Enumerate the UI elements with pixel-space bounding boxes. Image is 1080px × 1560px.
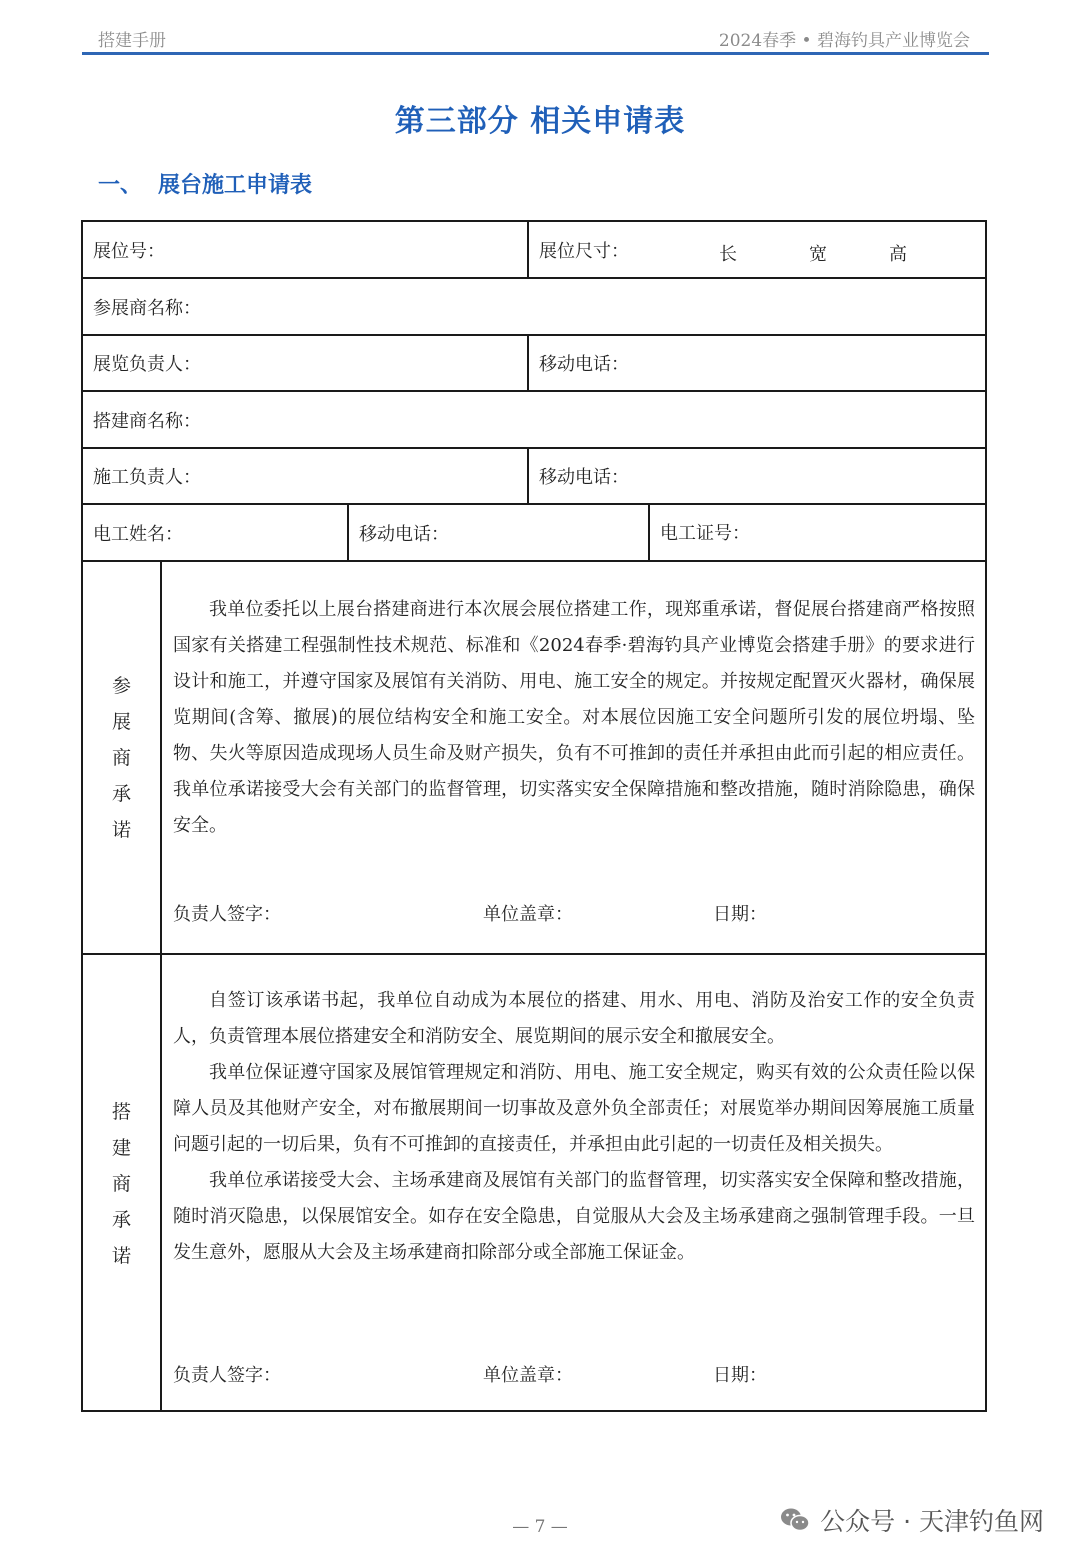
header-left: 搭建手册 xyxy=(98,31,166,51)
header-rule xyxy=(82,52,989,55)
form-row-electrician xyxy=(83,505,985,562)
side-char: 参 xyxy=(111,674,131,697)
section-title xyxy=(98,168,312,199)
paragraph: 我单位委托以上展台搭建商进行本次展会展位搭建工作，现郑重承诺，督促展台搭建商严格按照国家有关搭建工程强制性技术规范、标准和《2024春季·碧海钓具产业博览会搭建手册》的要求进行设计和施工，并遵守国家及展馆有关消防、用电、施工安全的规定。并按规定配置灭火器材，确保展览期间(含筹、撤展)的展位结构安全和施工安全。对本展位因施工安全问题所引发的展位坍塌、坠物、失火等原因造成现场人员生命及财产损失，负有不可推卸的责任并承担由此而引起的相应责任。我单位承诺接受大会有关部门的监督管理，切实落实安全保障措施和整改措施，随时消除隐患，确保安全。 xyxy=(173,599,975,836)
mobile-label-3: 移动电话： xyxy=(359,523,449,545)
builder-commitment-text xyxy=(173,983,975,1271)
side-char: 承 xyxy=(111,782,131,805)
side-char: 建 xyxy=(111,1136,131,1159)
height-label: 高 xyxy=(889,244,907,265)
exhibit-manager-label: 展览负责人： xyxy=(93,354,201,375)
exhibitor-name-label: 参展商名称： xyxy=(93,297,201,319)
exhibitor-commitment-section xyxy=(83,562,985,955)
builder-name-label: 搭建商名称： xyxy=(93,410,201,432)
width-label: 宽 xyxy=(809,244,827,265)
side-char: 商 xyxy=(111,746,131,769)
wechat-icon xyxy=(780,1507,810,1533)
paragraph: 我单位保证遵守国家及展馆管理规定和消防、用电、施工安全规定，购买有效的公众责任险以保障人员及其他财产安全，对布撤展期间一切事故及意外负全部责任；对展览举办期间因筹展施工质量问题引起的一切后果，负有不可推卸的直接责任，并承担由此引起的一切责任及相关损失。 xyxy=(173,1062,975,1155)
side-char: 承 xyxy=(111,1208,131,1231)
signature-label: 负责人签字： xyxy=(173,1365,281,1386)
seal-label: 单位盖章： xyxy=(483,1365,573,1386)
mobile-field-2[interactable] xyxy=(527,449,985,503)
watermark xyxy=(780,1502,1044,1538)
construction-manager-label: 施工负责人： xyxy=(93,467,201,488)
side-char: 展 xyxy=(111,710,131,733)
mobile-label-1: 移动电话： xyxy=(539,354,629,375)
mobile-field-3[interactable] xyxy=(347,505,648,560)
builder-commitment-section xyxy=(83,955,985,1412)
electrician-name-field[interactable] xyxy=(83,505,347,560)
builder-name-field[interactable] xyxy=(83,392,985,447)
side-char: 诺 xyxy=(111,1244,131,1267)
paragraph: 自签订该承诺书起，我单位自动成为本展位的搭建、用水、用电、消防及治安工作的安全负责人，负责管理本展位搭建安全和消防安全、展览期间的展示安全和撤展安全。 xyxy=(173,990,975,1047)
date-label: 日期： xyxy=(713,1365,767,1386)
booth-size-label: 展位尺寸： xyxy=(539,240,629,262)
application-form xyxy=(81,220,987,1412)
booth-size-field[interactable] xyxy=(527,222,985,277)
electrician-cert-field[interactable] xyxy=(648,505,985,560)
date-label: 日期： xyxy=(713,904,767,925)
side-char: 搭 xyxy=(111,1100,131,1123)
electrician-name-label: 电工姓名： xyxy=(93,523,183,545)
form-row-construction-manager xyxy=(83,449,985,505)
section-title-text: 展台施工申请表 xyxy=(158,173,313,198)
paragraph: 我单位承诺接受大会、主场承建商及展馆有关部门的监督管理，切实落实安全保障和整改措施，随时消灭隐患，以保展馆安全。如存在安全隐患，自觉服从大会及主场承建商之强制管理手段。一旦发生意外，愿服从大会及主场承建商扣除部分或全部施工保证金。 xyxy=(173,1170,975,1263)
watermark-text: 公众号 · 天津钓鱼网 xyxy=(820,1507,1044,1536)
form-row-exhibitor xyxy=(83,279,985,336)
page-number: — 7 — xyxy=(512,1517,568,1537)
mobile-field-1[interactable] xyxy=(527,336,985,390)
side-char: 诺 xyxy=(111,818,131,841)
mobile-label-2: 移动电话： xyxy=(539,467,629,488)
header-right: 2024春季 • 碧海钓具产业博览会 xyxy=(718,31,970,51)
form-row-exhibit-manager xyxy=(83,336,985,392)
exhibit-manager-field[interactable] xyxy=(83,336,527,390)
page-title: 第三部分 相关申请表 xyxy=(394,104,686,139)
seal-label: 单位盖章： xyxy=(483,904,573,925)
side-char: 商 xyxy=(111,1172,131,1195)
exhibitor-name-field[interactable] xyxy=(83,279,985,334)
exhibitor-commitment-side-label xyxy=(83,562,162,953)
electrician-cert-label: 电工证号： xyxy=(660,523,750,544)
form-row-booth xyxy=(83,222,985,279)
construction-manager-field[interactable] xyxy=(83,449,527,503)
builder-commitment-side-label xyxy=(83,955,162,1412)
booth-no-label: 展位号： xyxy=(93,240,165,262)
length-label: 长 xyxy=(719,244,737,265)
signature-label: 负责人签字： xyxy=(173,904,281,925)
form-row-builder xyxy=(83,392,985,449)
section-number: 一、 xyxy=(98,173,143,198)
exhibitor-commitment-text xyxy=(173,592,975,844)
booth-no-field[interactable] xyxy=(83,222,527,277)
